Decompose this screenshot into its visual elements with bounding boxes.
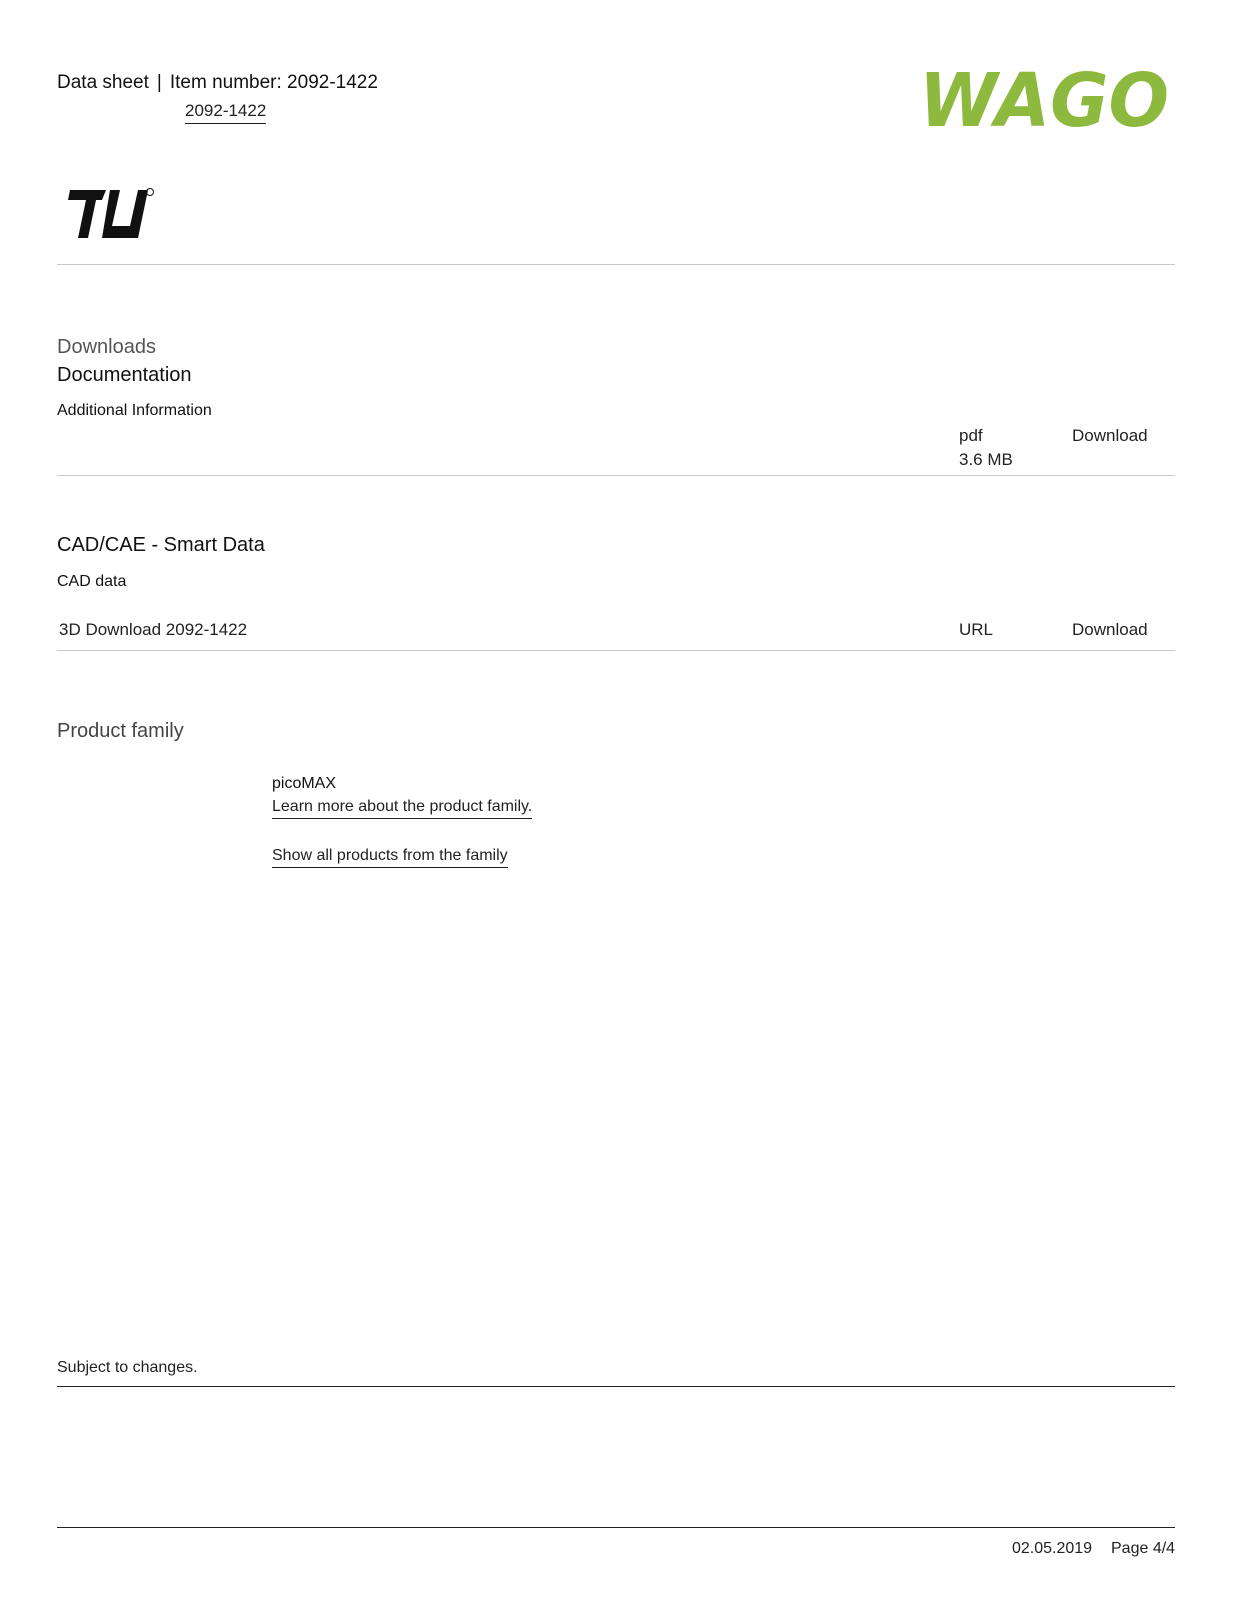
learn-more-link[interactable]: Learn more about the product family. xyxy=(272,798,532,819)
product-family-heading: Product family xyxy=(57,720,184,742)
row-divider xyxy=(57,650,1175,651)
logo-wordmark: WAGO xyxy=(919,58,1169,142)
footer-date: 02.05.2019 xyxy=(1012,1540,1093,1557)
doc-type-label: Data sheet xyxy=(57,72,149,93)
family-name: picoMAX xyxy=(272,775,337,792)
downloads-heading: Downloads xyxy=(57,336,156,358)
additional-information-heading: Additional Information xyxy=(57,402,212,419)
header-separator: | xyxy=(156,72,162,93)
footer-note: Subject to changes. xyxy=(57,1359,198,1376)
cad-item-name: 3D Download 2092-1422 xyxy=(59,620,248,639)
footer-divider xyxy=(57,1386,1175,1387)
file-type: URL xyxy=(959,620,994,639)
show-all-products-link[interactable]: Show all products from the family xyxy=(272,847,508,868)
download-button[interactable]: Download xyxy=(1072,426,1148,445)
ul-recognized-icon xyxy=(66,186,158,247)
item-number-label: Item number: 2092-1422 xyxy=(169,72,378,93)
wago-logo xyxy=(919,58,1177,147)
documentation-heading: Documentation xyxy=(57,364,192,386)
page-number: Page 4/4 xyxy=(1111,1540,1176,1557)
cad-heading: CAD/CAE - Smart Data xyxy=(57,534,265,556)
file-type: pdf xyxy=(959,426,983,445)
page-bottom-divider xyxy=(57,1527,1175,1528)
row-divider xyxy=(57,475,1175,476)
item-number-link[interactable]: 2092-1422 xyxy=(185,101,266,124)
cad-data-heading: CAD data xyxy=(57,573,127,590)
page-header-title xyxy=(57,72,378,94)
file-size: 3.6 MB xyxy=(959,450,1013,469)
download-button[interactable]: Download xyxy=(1072,620,1148,639)
header-divider xyxy=(57,264,1175,265)
